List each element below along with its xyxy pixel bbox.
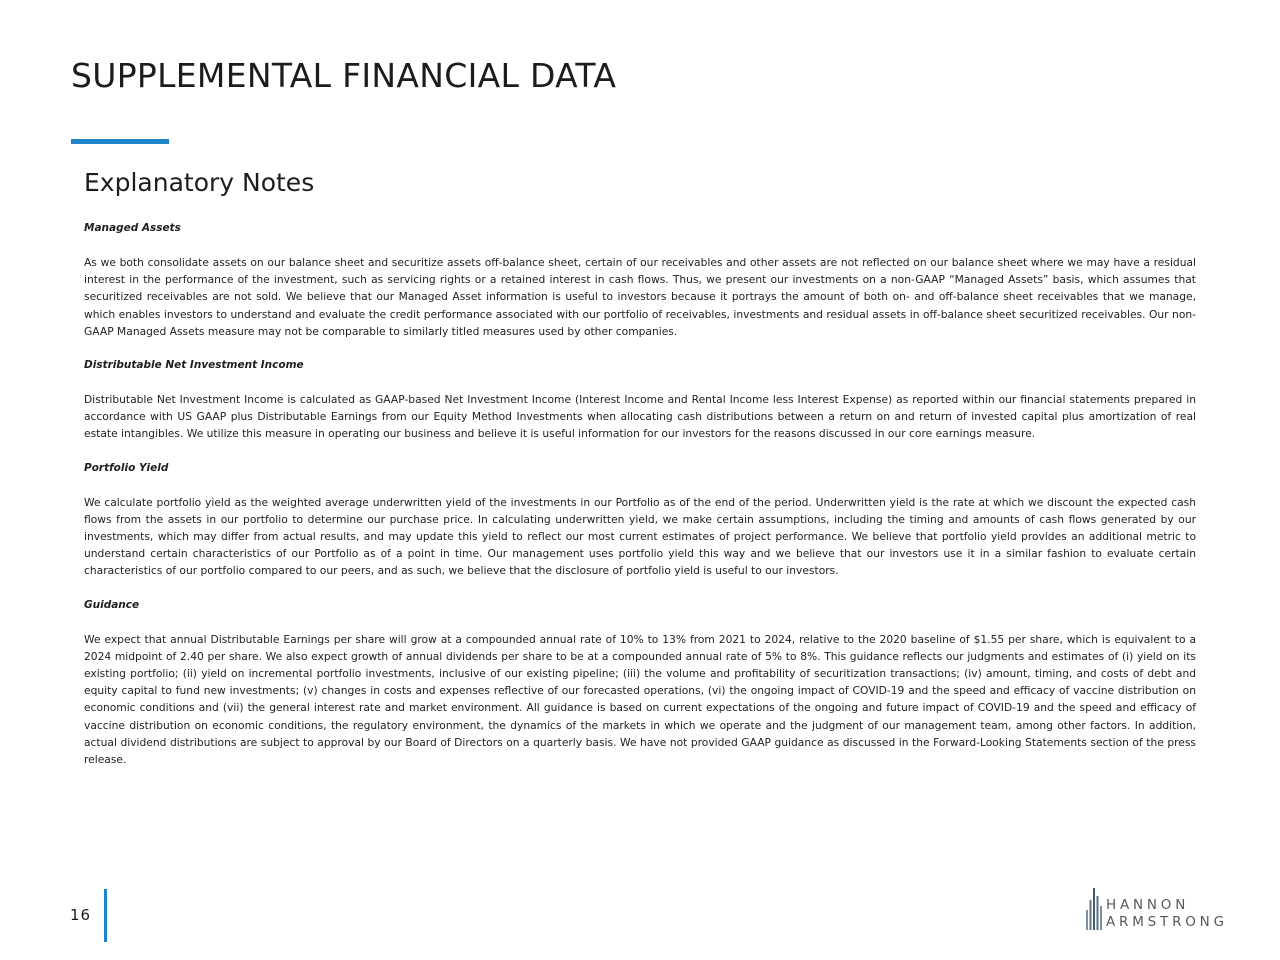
section-subtitle: Explanatory Notes [84,168,315,197]
logo-text-line-1: HANNON [1106,897,1190,913]
logo-text-line-2: ARMSTRONG [1106,914,1228,930]
note-guidance [84,597,1196,769]
note-heading: Managed Assets [84,222,181,234]
note-heading: Distributable Net Investment Income [84,359,304,372]
page-title: SUPPLEMENTAL FINANCIAL DATA [71,56,617,95]
note-heading: Portfolio Yield [84,461,169,474]
explanatory-notes [84,220,1196,785]
note-body: We expect that annual Distributable Earnings per share will grow at a compounded annual rate of 10% to 13% from 2021 to 2024, relative to the 2020 baseline of $1.55 per share, which is equivalent to a 2024 midpoint of 2.40 per share. We also expect growth of annual dividends per share to be at a compounded annual rate of 5% to 8%. This guidance reflects our judgments and estimates of (i) yield on its existing portfolio; (ii) yield on incremental portfolio investments, inclusive of our existing pipeline; (iii) the volume and profitability of securitization transactions; (iv) amount, timing, and costs of debt and equity capital to fund new investments; (v) changes in costs and expenses reflective of our forecasted operations, (vi) the ongoing impact of COVID-19 and the speed and efficacy of vaccine distribution on economic conditions and (vii) the general interest rate and market environment. All guidance is based on current expectations of the ongoing and future impact of COVID-19 and the speed and efficacy of vaccine distribution on economic conditions, the regulatory environment, the dynamics of the markets in which we operate and the judgment of our management team, among other factors. In addition, actual dividend distributions are subject to approval by our Board of Directors on a quarterly basis. We have not provided GAAP guidance as discussed in the Forward-Looking Statements section of the press release. [84,632,1196,767]
note-heading: Guidance [84,598,140,611]
note-body: We calculate portfolio yield as the weighted average underwritten yield of the investments in our Portfolio as of the end of the period. Underwritten yield is the rate at which we discount the expected cash flows from the assets in our portfolio to determine our purchase price. In calculating underwritten yield, we make certain assumptions, including the timing and amounts of cash flows generated by our investments, which may differ from actual results, and may update this yield to reflect our most current estimates of project performance. We believe that portfolio yield provides an additional metric to understand certain characteristics of our Portfolio as of a point in time. Our management uses portfolio yield this way and we believe that our investors use it in a similar fashion to evaluate certain characteristics of our portfolio compared to our peers, and as such, we believe that the disclosure of portfolio yield is useful to our investors. [84,495,1196,578]
hannon-armstrong-bars-logo-icon [1086,884,1102,930]
note-distributable-net-investment-income [84,357,1196,443]
title-accent-bar [71,139,169,144]
note-managed-assets [84,220,1196,340]
page-number-divider [104,889,107,942]
note-body: Distributable Net Investment Income is calculated as GAAP-based Net Investment Income (Interest Income and Rental Income less Interest Expense) as reported within our financial statements prepared in accordance with US GAAP plus Distributable Earnings from our Equity Method Investments when allocating cash distributions between a return on and return of invested capital plus amortization of real estate intangibles. We utilize this measure in operating our business and believe it is useful information for our investors for the reasons discussed in our core earnings measure. [84,393,1196,441]
page-number: 16 [70,906,92,924]
note-portfolio-yield [84,460,1196,580]
company-logo [1086,884,1226,932]
note-body: As we both consolidate assets on our balance sheet and securitize assets off-balance sheet, certain of our receivables and other assets are not reflected on our balance sheet where we may have a residual interest in the performance of the investment, such as servicing rights or a retained interest in cash flows. Thus, we present our investments on a non-GAAP “Managed Assets” basis, which assumes that securitized receivables are not sold. We believe that our Managed Asset information is useful to investors because it portrays the amount of both on- and off-balance sheet receivables that we manage, which enables investors to understand and evaluate the credit performance associated with our portfolio of receivables, investments and residual assets in off-balance sheet securitized receivables. Our non-GAAP Managed Assets measure may not be comparable to similarly titled measures used by other companies. [84,256,1196,338]
